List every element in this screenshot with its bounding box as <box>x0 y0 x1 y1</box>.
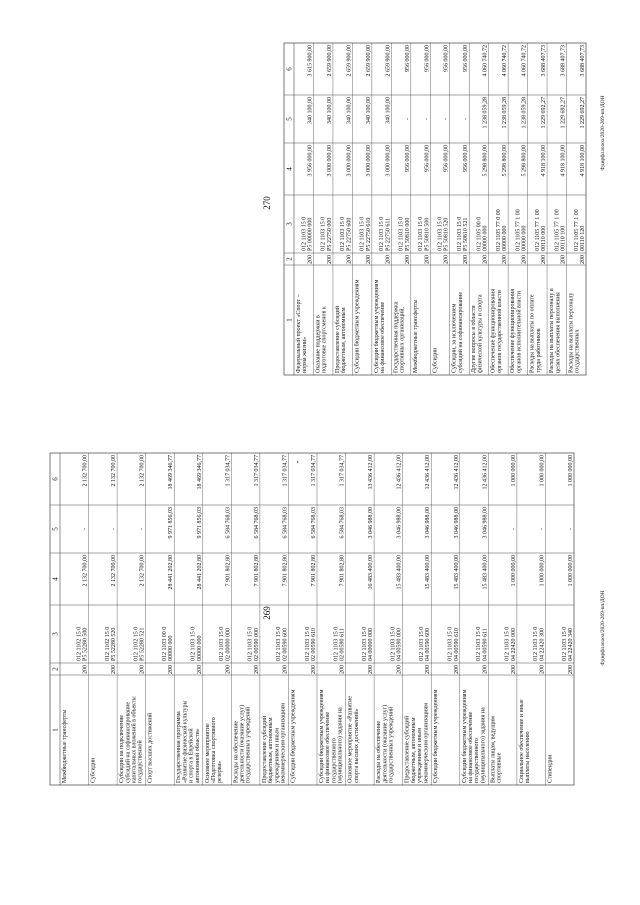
left-row-amount: 2 132 700,00 <box>111 555 118 587</box>
right-table-row <box>569 45 586 373</box>
left-row-amount: - <box>510 528 517 530</box>
right-row-amount: 1 238 059,28 <box>482 97 489 129</box>
right-row-amount: 2 659 900,00 <box>346 45 353 77</box>
left-table-row <box>461 453 489 785</box>
page-number-right: 270 <box>262 196 272 210</box>
right-row-classifier: 012 1105 77 1 0000110 100 <box>554 209 567 251</box>
right-row-code: 200 <box>385 255 392 264</box>
right-row-classifier: 012 1103 15 0Р5 22750 600 <box>340 216 353 251</box>
left-row-code: 200 <box>368 665 375 674</box>
footer-right: Фдирфлаоаоа/2020-269-кп/ДОН <box>600 95 606 171</box>
right-column-header: 1 <box>285 318 294 322</box>
right-row-amount: 4 060 740,72 <box>502 45 509 77</box>
right-row-amount: 5 298 800,00 <box>502 145 509 177</box>
left-column-header: 5 <box>51 527 60 531</box>
left-row-amount: 2 132 700,00 <box>82 555 89 587</box>
left-row-name: Предоставление субсидийбюджетным, автономнымучреждениям и инымнекоммерческим организациям <box>404 703 430 783</box>
right-table-border <box>284 43 586 375</box>
right-table-row <box>549 43 566 375</box>
left-row-amount: 15 483 400,00 <box>482 555 489 590</box>
left-row-name: Социальное обеспечение и иныевыплаты населению <box>518 699 532 783</box>
right-column-header: 2 <box>285 257 294 261</box>
left-row-amount: 1 317 034,77 <box>253 455 260 487</box>
left-table-row <box>318 453 346 785</box>
left-table-row <box>205 453 232 785</box>
right-row-amount: 1 238 059,28 <box>502 97 509 129</box>
right-row-code: 200 <box>404 255 411 264</box>
left-row-amount: 28 441 202,80 <box>168 555 175 590</box>
right-row-amount: 4 918 100,00 <box>580 145 586 177</box>
right-row-amount: 5 298 800,00 <box>521 145 528 177</box>
right-table-row <box>373 43 391 375</box>
page-number-left: 269 <box>262 606 272 620</box>
left-column-header: 2 <box>51 667 60 671</box>
right-row-amount: 4 918 100,00 <box>541 145 548 177</box>
left-row-name: Субсидии на подключениесубсидий на софинансированиекапитальных вложений в объектыгосударственной <box>119 696 144 783</box>
right-table-row <box>412 43 430 375</box>
left-row-amount: 6 584 768,03 <box>253 507 260 539</box>
right-row-classifier: 012 1103 15 0Р5 50810 520 <box>437 216 450 251</box>
left-table-row <box>147 453 175 785</box>
right-row-amount: 1 229 692,27 <box>580 97 586 129</box>
left-row-amount: 28 441 202,80 <box>196 555 203 590</box>
left-row-classifier: 012 1103 15 002 00000 000 <box>219 626 232 661</box>
right-row-name: Расходы на выплаты персоналугосударственных <box>568 292 581 373</box>
left-row-code: 200 <box>568 665 574 674</box>
left-row-code: 200 <box>253 665 260 674</box>
left-row-amount: 3 046 988,00 <box>425 507 432 539</box>
right-row-name: Предоставление субсидийбюджетным, автономным <box>334 305 348 373</box>
right-row-amount: 4 060 740,72 <box>482 45 489 77</box>
right-row-name: Расходы на выплаты по оплатетруда работников <box>529 294 542 373</box>
left-row-code: 200 <box>111 665 118 674</box>
right-row-amount: 956 000,00 <box>404 45 411 72</box>
right-table-row <box>530 43 547 375</box>
right-row-amount: 340 100,00 <box>385 97 392 124</box>
left-column-header: 1 <box>51 728 60 732</box>
left-row-amount: 1 000 000,00 <box>510 455 517 487</box>
left-row-amount: 12 436 412,00 <box>425 455 432 490</box>
left-row-amount: 3 046 988,00 <box>453 507 460 539</box>
left-row-amount: 1 317 034,77 <box>282 455 289 487</box>
left-row-amount: 6 584 768,03 <box>282 507 289 539</box>
right-row-amount: - <box>463 118 470 120</box>
left-row-name: Межбюджетные трансферты <box>62 709 68 783</box>
left-row-amount: 1 000 000,00 <box>568 455 574 487</box>
left-row-amount: 18 469 346,77 <box>168 455 175 490</box>
left-row-name: Спорт высших достижений <box>147 712 154 783</box>
right-row-amount: 1 238 059,28 <box>521 97 528 129</box>
left-row-amount: 1 000 000,00 <box>568 555 574 587</box>
left-row-code: 200 <box>168 665 175 674</box>
right-column-header: 3 <box>285 222 294 226</box>
right-table-row <box>451 43 469 375</box>
right-table-row <box>353 43 371 375</box>
left-row-amount: 2 132 700,00 <box>111 455 118 487</box>
right-row-amount: 3 000 000,00 <box>346 145 353 177</box>
left-row-amount: 7 901 802,80 <box>282 555 289 587</box>
right-row-classifier: 012 1103 15 0Р5 00000 000 <box>301 216 314 251</box>
left-row-amount: 2 132 700,00 <box>82 455 89 487</box>
left-row-amount: 2 132 700,00 <box>139 455 146 487</box>
right-table-row <box>393 43 410 375</box>
right-row-amount: 2 659 900,00 <box>365 45 372 77</box>
right-row-amount: 3 688 407,73 <box>580 45 586 77</box>
left-row-amount: 18 469 346,77 <box>196 455 203 490</box>
left-row-amount: 7 901 802,80 <box>225 555 232 587</box>
right-row-amount: 956 000,00 <box>463 145 470 172</box>
left-row-name: Субсидии бюджетным учреждениямна финансовое обеспечениегосударственного(муниципального) задания на <box>461 689 487 783</box>
right-row-amount: 2 659 900,00 <box>326 45 333 77</box>
right-row-name: Обеспечение функционированияорганов исполнительной власти <box>510 288 523 373</box>
left-table-row <box>118 453 146 785</box>
right-row-code: 200 <box>482 255 489 264</box>
left-row-name: Субсидии бюджетным учреждениямна финансовое обеспечениегосударственного(муниципального) задания на <box>319 689 344 783</box>
left-table-row <box>176 453 203 785</box>
right-row-name: Субсидии <box>432 347 439 373</box>
left-table-row <box>404 453 432 785</box>
left-row-name: Стипендии <box>547 754 554 783</box>
left-row-name: Субсидии бюджетным учреждениям <box>290 689 297 783</box>
right-row-classifier: 012 1103 15 0Р5 50810 521 <box>457 216 470 251</box>
right-table-row <box>295 43 313 375</box>
left-row-code: 200 <box>453 665 460 674</box>
right-row-amount: - <box>404 118 411 120</box>
right-table-row <box>509 43 527 375</box>
right-column-header: 5 <box>285 117 294 121</box>
left-row-code: 200 <box>510 665 517 674</box>
left-row-amount: 16 483 400,00 <box>368 555 375 590</box>
left-row-classifier: 012 1103 15 002 00590 000 <box>247 626 260 661</box>
left-row-code: 200 <box>425 665 432 674</box>
left-row-code: 200 <box>82 665 89 674</box>
right-row-code: 200 <box>560 255 567 264</box>
left-row-amount: 1 000 000,00 <box>539 555 546 587</box>
left-row-amount: - <box>568 528 574 530</box>
right-row-amount: 2 659 900,00 <box>385 45 392 77</box>
left-row-name: Расходы на обеспечениедеятельности (оказание услуг)государственных учреждений <box>376 704 395 783</box>
left-row-classifier: 012 1103 15 004 00590 611 <box>476 626 489 661</box>
right-row-code: 200 <box>521 255 528 264</box>
right-row-amount: 3 000 000,00 <box>326 145 333 177</box>
right-row-amount: 3 000 000,00 <box>385 145 392 177</box>
scan-dot-mark: - <box>292 460 302 464</box>
right-row-name: Субсидии бюджетным учреждениямна финансовое обеспечение <box>373 279 387 373</box>
left-row-code: 200 <box>311 665 317 674</box>
left-row-classifier: 012 1103 15 004 00590 600 <box>419 626 432 661</box>
right-row-classifier: 012 1105 77 1 0000110 000 <box>534 209 548 251</box>
left-row-amount: 15 483 400,00 <box>453 555 460 590</box>
left-row-code: 200 <box>339 665 346 674</box>
left-row-classifier: 012 1102 15 0Р5 52280 500 <box>76 626 89 661</box>
left-row-amount: 12 436 412,00 <box>396 455 403 490</box>
left-row-classifier: 012 1102 15 0Р5 52280 521 <box>133 626 146 661</box>
right-row-code: 200 <box>365 255 372 264</box>
left-row-amount: 3 046 988,00 <box>482 507 489 539</box>
left-row-amount: 3 046 988,00 <box>368 507 375 539</box>
right-row-amount: 340 100,00 <box>346 97 353 124</box>
right-row-code: 200 <box>346 255 353 264</box>
left-row-classifier: 012 1103 00 000000 000 <box>162 626 175 661</box>
right-table-row <box>431 43 449 375</box>
left-table-row <box>432 453 460 785</box>
left-column-header: 3 <box>51 632 60 636</box>
left-row-code: 200 <box>539 665 546 674</box>
left-table-row <box>232 453 260 785</box>
right-row-classifier: 012 1105 00 000000 000 <box>476 216 489 251</box>
left-table-row <box>289 453 317 785</box>
left-row-classifier: 012 1103 15 004 22420 000 <box>504 626 517 661</box>
footer-left: Фдирфлаоаоа/2020-269-кп/ДОН <box>600 590 606 666</box>
left-row-amount: 9 971 856,03 <box>168 507 175 539</box>
right-row-code: 200 <box>541 255 548 264</box>
left-row-name: Расходы на обеспечениедеятельности (оказание услуг)государственных учреждений <box>233 704 252 783</box>
left-row-classifier: 012 1103 15 004 22420 300 <box>533 626 546 661</box>
left-row-code: 200 <box>196 665 203 674</box>
left-row-amount: 1 317 034,77 <box>311 455 317 487</box>
left-row-amount: 12 436 412,00 <box>482 455 489 490</box>
left-row-code: 200 <box>139 665 146 674</box>
right-row-code: 200 <box>424 255 431 264</box>
left-row-amount: 7 901 802,80 <box>339 555 346 587</box>
right-row-amount: 340 100,00 <box>307 97 314 124</box>
right-row-classifier: 012 1105 77 0 0000000 000 <box>495 209 509 251</box>
right-row-name: Оказание поддержки вподготовке спортсменов к <box>315 306 328 373</box>
left-row-name: Выплаты лицам, ведущимспортивные <box>490 716 503 783</box>
right-row-name: Расходы на выплаты персоналу вцелях обеспечения выполнения <box>549 288 562 373</box>
right-row-amount: 956 000,00 <box>463 45 470 72</box>
left-row-amount: 1 317 034,77 <box>339 455 346 487</box>
left-row-classifier: 012 1103 15 004 00590 000 <box>390 626 403 661</box>
right-row-amount: 3 615 900,00 <box>307 45 314 77</box>
left-row-amount: - <box>82 528 89 530</box>
left-row-amount: 6 584 768,03 <box>339 507 346 539</box>
right-row-name: Государственная поддержкаспортивных организаций, <box>393 301 406 373</box>
left-column-header: 4 <box>51 577 60 581</box>
left-row-code: 200 <box>396 665 403 674</box>
right-row-amount: 956 000,00 <box>424 45 431 72</box>
right-row-amount: 956 000,00 <box>404 145 411 172</box>
left-row-name: Основное мероприятие«Подготовка спортивногорезерва» <box>204 717 224 783</box>
right-row-classifier: 012 1103 15 0Р5 50810 000 <box>398 216 411 251</box>
left-row-amount: 13 436 412,00 <box>368 455 375 490</box>
right-row-amount: 5 298 800,00 <box>482 145 489 177</box>
left-row-name: Субсидии бюджетным учреждениям <box>433 689 440 783</box>
left-table-row <box>375 453 403 785</box>
left-row-classifier: 012 1103 15 000000 000 <box>190 626 203 661</box>
right-row-amount: 340 100,00 <box>326 97 333 124</box>
right-row-classifier: 012 1103 15 0Р5 22750 610 <box>359 216 372 251</box>
right-table-row <box>470 43 488 375</box>
right-row-name: Субсидии, за исключениемсубсидий на софинансирование <box>451 291 464 373</box>
left-table-row <box>490 453 517 785</box>
right-row-amount: - <box>424 118 431 120</box>
left-row-name: Субсидии <box>90 757 97 783</box>
right-row-amount: 3 956 000,00 <box>307 145 314 177</box>
left-row-amount: 1 000 000,00 <box>539 455 546 487</box>
left-row-code: 200 <box>282 665 289 674</box>
left-row-name: Основное мероприятие «Развитиеспорта высших достижений» <box>347 695 360 783</box>
right-row-name: Другие вопросы в областифизической культуры и спорта <box>471 294 484 373</box>
left-row-classifier: 012 1102 15 0Р5 52280 520 <box>104 626 118 661</box>
left-row-code: 200 <box>482 665 489 674</box>
right-table-row <box>315 43 332 375</box>
right-row-amount: 3 688 407,73 <box>560 45 567 77</box>
right-row-name: Обеспечение функционированияорганов государственной власти <box>490 288 503 373</box>
left-row-classifier: 012 1103 15 002 00590 610 <box>304 626 317 661</box>
right-column-header: 6 <box>285 67 294 71</box>
left-table-row <box>518 453 546 785</box>
right-row-amount: 4 918 100,00 <box>560 145 567 177</box>
right-row-code: 200 <box>502 255 509 264</box>
right-row-amount: 956 000,00 <box>424 145 431 172</box>
left-row-classifier: 012 1103 15 004 22420 340 <box>561 626 574 661</box>
left-table-row <box>61 453 89 785</box>
right-row-name: Межбюджетные трансферты <box>412 299 419 373</box>
right-row-amount: 4 060 740,72 <box>521 45 528 77</box>
left-row-amount: 12 436 412,00 <box>453 455 460 490</box>
left-table-row <box>348 453 375 785</box>
right-row-classifier: 012 1103 15 0Р5 50810 500 <box>418 216 431 251</box>
right-page-table <box>284 43 586 375</box>
right-row-amount: 956 000,00 <box>443 45 450 72</box>
right-row-name: Федеральный проект «Спорт –норма жизни» <box>296 294 309 373</box>
right-row-classifier: 012 1103 15 0Р5 22750 611 <box>379 216 392 251</box>
right-column-header: 4 <box>285 167 294 171</box>
right-row-amount: 340 100,00 <box>365 97 372 124</box>
left-row-amount: 2 132 700,00 <box>139 555 146 587</box>
left-row-amount: 6 584 768,03 <box>225 507 232 539</box>
left-column-header: 6 <box>51 477 60 481</box>
right-row-amount: 3 688 407,73 <box>541 45 548 77</box>
right-row-code: 200 <box>307 255 314 264</box>
right-row-classifier: 012 1105 77 1 0000000 000 <box>515 209 528 251</box>
right-row-code: 200 <box>580 255 586 264</box>
left-row-amount: 7 901 802,80 <box>311 555 317 587</box>
left-row-amount: 6 584 768,03 <box>311 507 317 539</box>
right-row-amount: 1 229 692,27 <box>541 97 548 129</box>
left-row-amount: - <box>139 528 146 530</box>
left-row-amount: 15 483 400,00 <box>425 555 432 590</box>
left-row-name: Государственная программа«Развитие физической культурыи спорта в Еврейскойавтономной области» <box>176 700 201 783</box>
left-row-name: Предоставление субсидийбюджетным, автономнымучреждениям и инымнекоммерческим организациям <box>261 703 287 783</box>
right-row-amount: 1 229 692,27 <box>560 97 567 129</box>
left-row-amount: 1 000 000,00 <box>510 555 517 587</box>
left-page-table <box>50 453 574 785</box>
right-table-row <box>334 43 352 375</box>
right-row-code: 200 <box>463 255 470 264</box>
left-table-row <box>547 455 574 783</box>
left-row-amount: - <box>111 528 118 530</box>
right-row-code: 200 <box>326 255 333 264</box>
left-row-amount: 15 483 400,00 <box>396 555 403 590</box>
right-row-amount: 956 000,00 <box>443 145 450 172</box>
left-row-amount: 7 901 802,80 <box>253 555 260 587</box>
right-row-classifier: 012 1103 15 0Р5 22750 000 <box>320 216 333 251</box>
left-row-classifier: 012 1103 15 004 00590 610 <box>447 626 460 661</box>
left-table-row <box>90 453 118 785</box>
right-row-amount: 3 000 000,00 <box>365 145 372 177</box>
right-row-classifier: 012 1105 77 1 0000110 120 <box>573 209 586 251</box>
left-row-amount: 9 971 856,03 <box>196 507 203 539</box>
left-row-classifier: 012 1103 15 002 00590 600 <box>276 626 289 661</box>
left-row-amount: 1 317 034,77 <box>225 455 232 487</box>
right-row-code: 200 <box>443 255 450 264</box>
right-row-name: Субсидии бюджетным учреждениям <box>354 279 361 373</box>
left-row-code: 200 <box>225 665 232 674</box>
left-row-amount: - <box>539 528 546 530</box>
right-table-row <box>490 43 508 375</box>
left-row-classifier: 012 1103 15 004 00000 000 <box>361 626 375 661</box>
left-row-classifier: 012 1103 15 002 00590 611 <box>333 626 346 661</box>
right-row-amount: - <box>443 118 450 120</box>
left-row-amount: 3 046 988,00 <box>396 507 403 539</box>
